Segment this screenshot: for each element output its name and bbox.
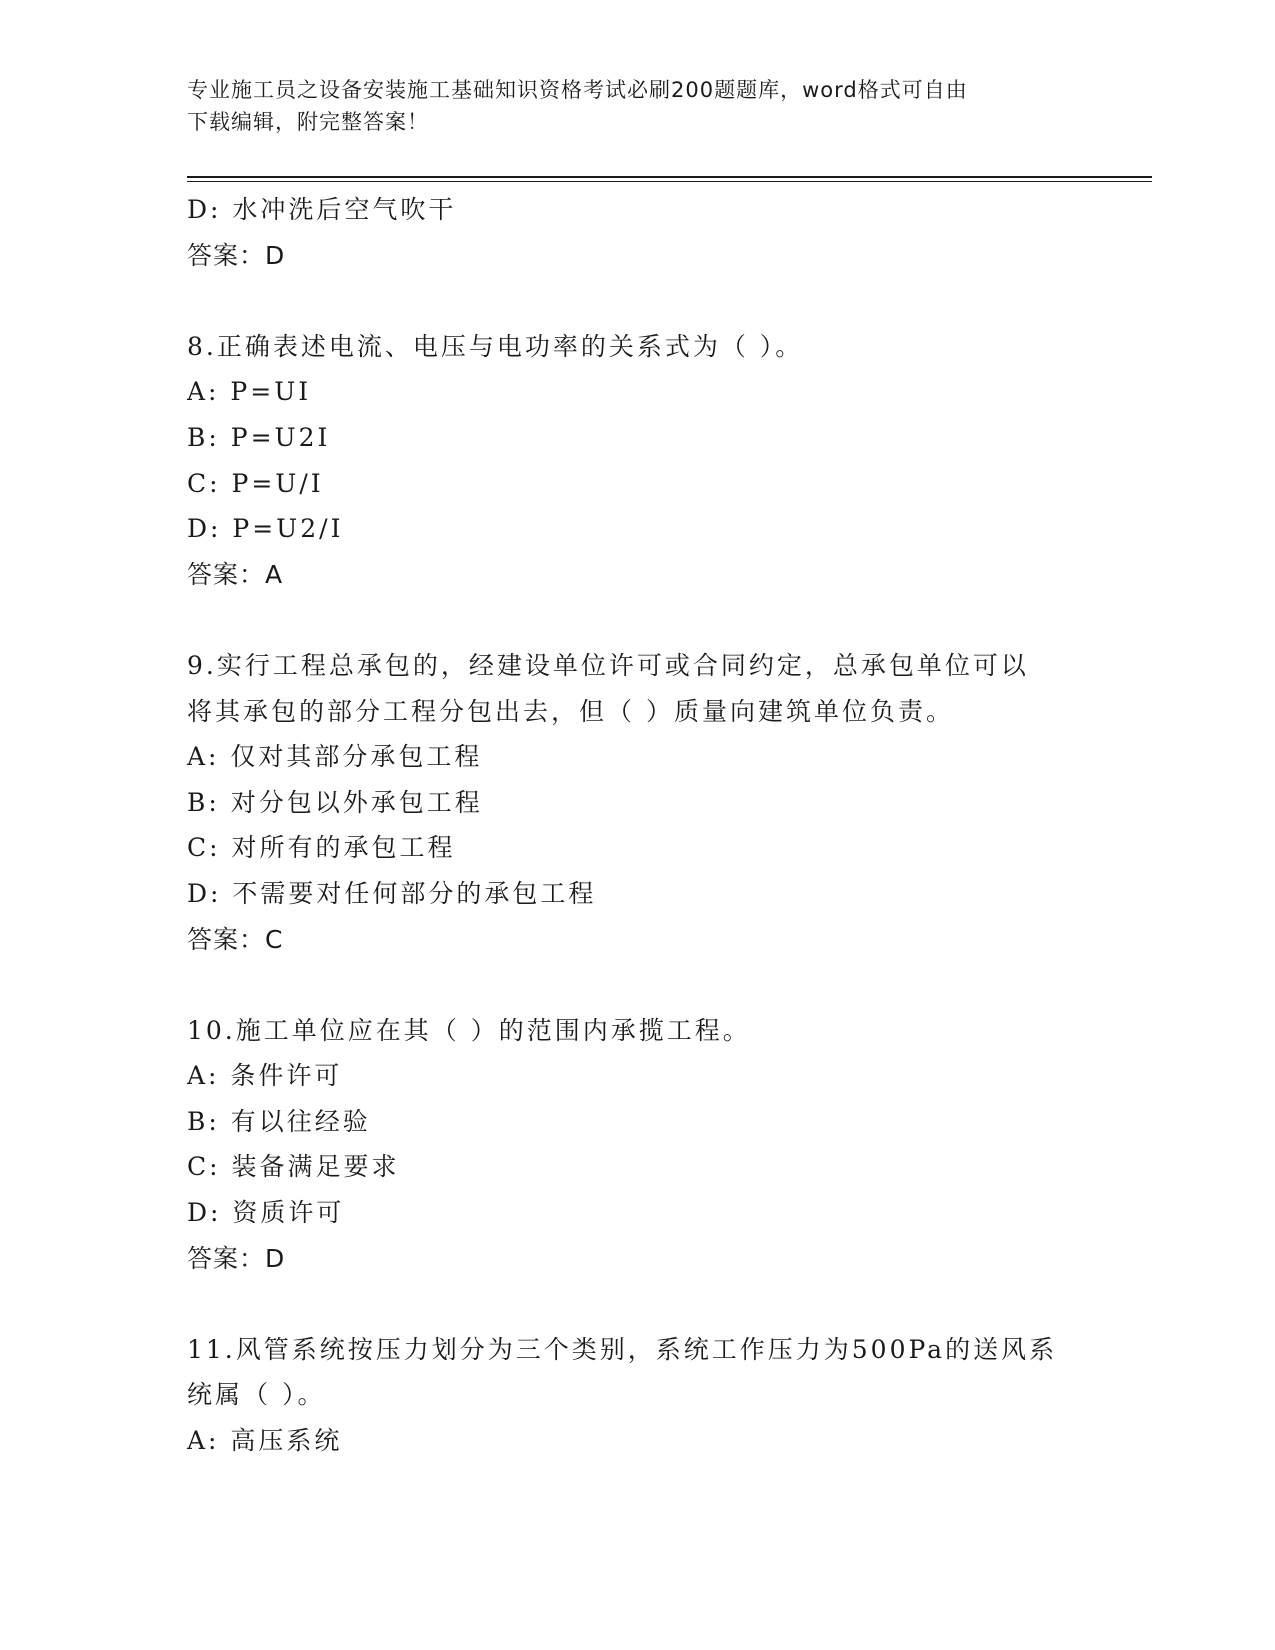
header-rule-thick: [187, 176, 1152, 178]
header-line-1: 专业施工员之设备安装施工基础知识资格考试必刷200题题库，word格式可自由: [187, 78, 968, 102]
spacer: [187, 962, 1087, 1008]
option-a: A: 仅对其部分承包工程: [187, 742, 483, 772]
option-c: C: P=U/I: [187, 468, 324, 498]
option-b: B: 有以往经验: [187, 1106, 371, 1136]
question-title-line-1: 9.实行工程总承包的，经建设单位许可或合同约定，总承包单位可以: [187, 650, 1029, 680]
question-title-line-2: 将其承包的部分工程分包出去，但（ ）质量向建筑单位负责。: [187, 696, 954, 726]
option-d: D: 不需要对任何部分的承包工程: [187, 878, 597, 908]
spacer: [187, 597, 1087, 643]
answer: 答案：D: [187, 1243, 286, 1273]
question-10: [187, 1008, 1087, 1282]
question-9: [187, 643, 1087, 962]
question-title-line-2: 统属（ ）。: [187, 1380, 326, 1410]
answer: 答案：C: [187, 924, 284, 954]
question-11: [187, 1327, 1087, 1464]
spacer: [187, 278, 1087, 324]
answer: 答案：D: [187, 240, 286, 270]
option-d: D: P=U2/I: [187, 514, 344, 544]
document-header: [187, 74, 1077, 138]
question-title: 10.施工单位应在其（ ）的范围内承揽工程。: [187, 1015, 751, 1045]
option-a: A: 高压系统: [187, 1426, 343, 1456]
option-c: C: 对所有的承包工程: [187, 833, 456, 863]
option-d: D: 资质许可: [187, 1198, 345, 1228]
spacer: [187, 1281, 1087, 1327]
question-list: [187, 187, 1087, 1464]
option-b: B: P=U2I: [187, 422, 331, 452]
option-c: C: 装备满足要求: [187, 1152, 400, 1182]
question-8: [187, 324, 1087, 598]
question-title-line-1: 11.风管系统按压力划分为三个类别，系统工作压力为500Pa的送风系: [187, 1334, 1058, 1364]
question-title: 8.正确表述电流、电压与电功率的关系式为（ ）。: [187, 331, 804, 361]
option-a: A: P=UI: [187, 377, 312, 407]
question-7: [187, 187, 1087, 278]
header-line-2: 下载编辑，附完整答案！: [187, 110, 429, 134]
option-b: B: 对分包以外承包工程: [187, 787, 483, 817]
answer: 答案：A: [187, 559, 284, 589]
option-d: D: 水冲洗后空气吹干: [187, 195, 457, 224]
option-a: A: 条件许可: [187, 1061, 343, 1091]
header-rule-thin: [187, 181, 1152, 182]
